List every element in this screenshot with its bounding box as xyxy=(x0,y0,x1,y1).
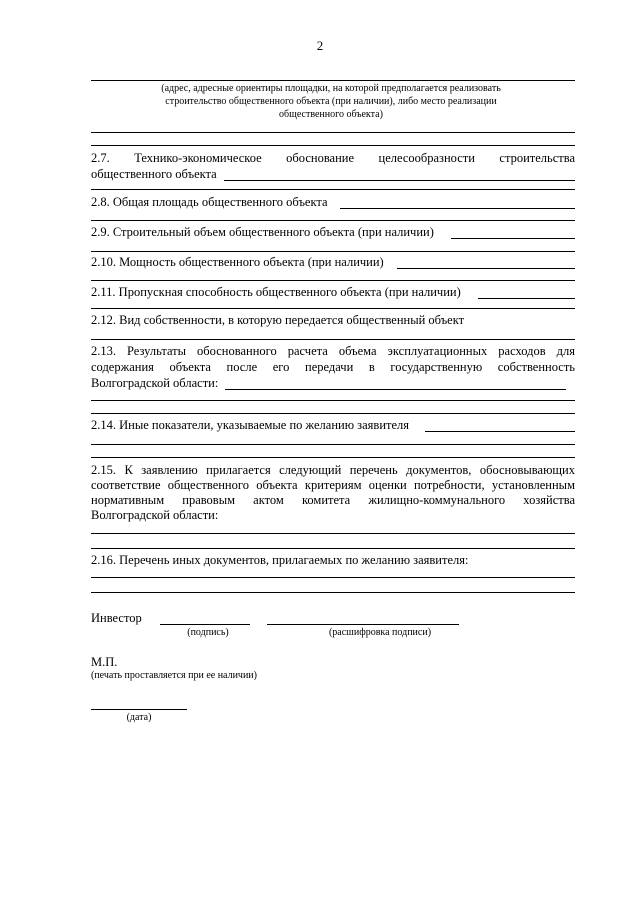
blank-line xyxy=(91,457,575,458)
item-2-13-line-2: содержания объекта после его передачи в государственную собственность xyxy=(91,360,575,374)
item-2-7-line-2: общественного объекта xyxy=(91,167,217,181)
item-2-13-line-3: Волгоградской области: xyxy=(91,376,219,390)
item-2-8: 2.8. Общая площадь общественного объекта xyxy=(91,195,328,209)
field-line-2-13[interactable] xyxy=(225,389,566,390)
item-2-7-line-1: 2.7. Технико-экономическое обоснование целесообразности строительства xyxy=(91,151,575,165)
field-line-2-9[interactable] xyxy=(451,238,575,239)
investor-label: Инвестор xyxy=(91,611,142,625)
address-caption: (адрес, адресные ориентиры площадки, на которой предполагается реализовать строительство общественного объекта (при наличии), либо место реализации общественного объекта) xyxy=(161,83,501,120)
blank-line xyxy=(91,400,575,401)
signature-caption: (подпись) xyxy=(187,627,229,638)
blank-line xyxy=(91,444,575,445)
blank-line xyxy=(91,280,575,281)
blank-line xyxy=(91,533,575,534)
item-2-12: 2.12. Вид собственности, в которую передается общественный объект xyxy=(91,313,465,327)
blank-line xyxy=(91,413,575,414)
signature-line[interactable] xyxy=(160,624,250,625)
signature-decoding-line[interactable] xyxy=(267,624,459,625)
blank-line xyxy=(91,339,575,340)
page-number: 2 xyxy=(316,38,324,53)
field-line-2-10[interactable] xyxy=(397,268,575,269)
blank-line xyxy=(91,308,575,309)
address-line xyxy=(91,80,575,81)
item-2-11: 2.11. Пропускная способность общественного объекта (при наличии) xyxy=(91,285,461,299)
item-2-9: 2.9. Строительный объем общественного объекта (при наличии) xyxy=(91,225,434,239)
item-2-15-line-3: нормативным правовым актом комитета жилищно-коммунального хозяйства xyxy=(91,493,575,507)
field-line-2-14[interactable] xyxy=(425,431,575,432)
item-2-15-line-2: соответствие общественного объекта критериям оценки потребности, установленным xyxy=(91,478,575,492)
field-line-2-8[interactable] xyxy=(340,208,575,209)
item-2-10: 2.10. Мощность общественного объекта (при наличии) xyxy=(91,255,384,269)
stamp-label: М.П. xyxy=(91,655,118,669)
stamp-caption: (печать проставляется при ее наличии) xyxy=(91,670,257,681)
item-2-16: 2.16. Перечень иных документов, прилагаемых по желанию заявителя: xyxy=(91,553,469,567)
date-caption: (дата) xyxy=(126,712,152,723)
blank-line xyxy=(91,132,575,133)
item-2-15-line-1: 2.15. К заявлению прилагается следующий перечень документов, обосновывающих xyxy=(91,463,575,477)
blank-line xyxy=(91,577,575,578)
blank-line xyxy=(91,145,575,146)
item-2-15-line-4: Волгоградской области: xyxy=(91,508,219,522)
field-line-2-11[interactable] xyxy=(478,298,575,299)
blank-line xyxy=(91,548,575,549)
field-line-2-7[interactable] xyxy=(224,180,575,181)
blank-line xyxy=(91,189,575,190)
item-2-14: 2.14. Иные показатели, указываемые по желанию заявителя xyxy=(91,418,410,432)
decoding-caption: (расшифровка подписи) xyxy=(328,627,432,638)
blank-line xyxy=(91,592,575,593)
item-2-13-line-1: 2.13. Результаты обоснованного расчета объема эксплуатационных расходов для xyxy=(91,344,575,358)
date-line[interactable] xyxy=(91,709,187,710)
blank-line xyxy=(91,220,575,221)
blank-line xyxy=(91,251,575,252)
